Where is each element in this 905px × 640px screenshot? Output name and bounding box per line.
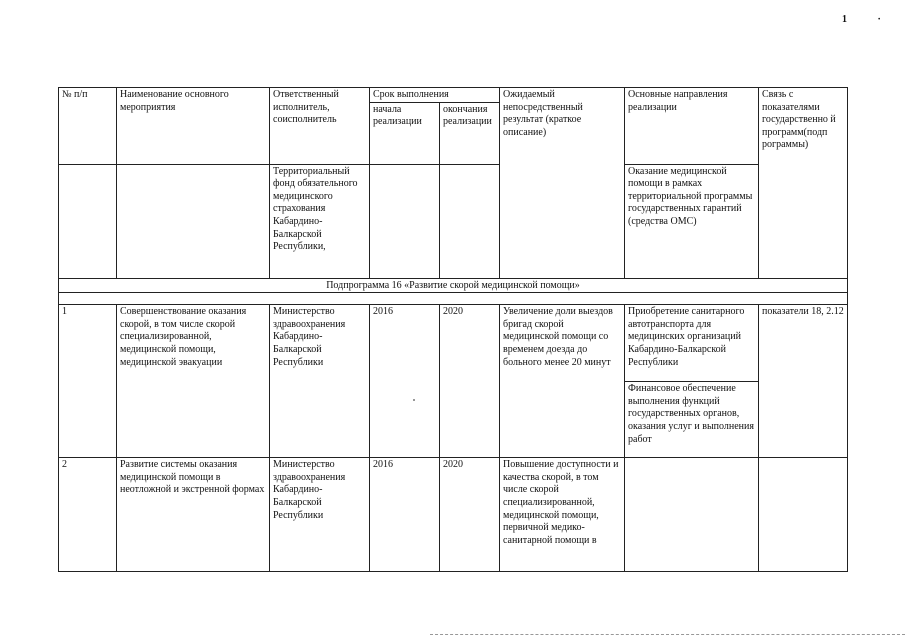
header-num: № п/п: [59, 88, 117, 165]
row-indicator-link: показатели 18, 2.12: [759, 305, 848, 458]
scan-speck: [413, 399, 415, 401]
header-start: начала реализации: [370, 102, 440, 164]
row-responsible: Министерство здравоохранения Кабардино-Балкарской Республики: [270, 458, 370, 572]
row-direction-2: Финансовое обеспечение выполнения функций государственных органов, оказания услуг и выполнения работ: [625, 382, 759, 458]
header-expected-result: Ожидаемый непосредственный результат (краткое описание): [500, 88, 625, 279]
cont-responsible: Территориальный фонд обязательного медицинского страхования Кабардино-Балкарской Республики,: [270, 164, 370, 278]
program-activities-table: [58, 87, 848, 572]
row-start-year: 2016: [370, 305, 440, 458]
header-deadline: Срок выполнения: [370, 88, 500, 103]
row-activity-name: Развитие системы оказания медицинской помощи в неотложной и экстренной формах: [117, 458, 270, 572]
cont-name: [117, 164, 270, 278]
spacer-row: [59, 293, 848, 305]
page-number: 1 ·: [842, 14, 895, 25]
row-indicator-link: [759, 458, 848, 572]
header-end: окончания реализации: [440, 102, 500, 164]
spacer-cell: [59, 293, 848, 305]
row-end-year: 2020: [440, 305, 500, 458]
row-end-year: 2020: [440, 458, 500, 572]
row-expected-result: Повышение доступности и качества скорой, в том числе скорой специализированной, медицинской помощи, первичной медико-санитарной помощи в: [500, 458, 625, 572]
header-row: [59, 88, 848, 103]
row-num: 2: [59, 458, 117, 572]
cont-direction: Оказание медицинской помощи в рамках территориальной программы государственных гарантий (средства ОМС): [625, 164, 759, 278]
table-row: [59, 458, 848, 572]
row-start-year: 2016: [370, 458, 440, 572]
continuation-row: [59, 164, 848, 278]
row-responsible: Министерство здравоохранения Кабардино-Балкарской Республики: [270, 305, 370, 458]
row-direction-1: Приобретение санитарного автотранспорта для медицинских организаций Кабардино-Балкарской Республики: [625, 305, 759, 382]
subprogram-title: Подпрограмма 16 «Развитие скорой медицинской помощи»: [59, 278, 848, 293]
header-directions: Основные направления реализации: [625, 88, 759, 165]
row-activity-name: Совершенствование оказания скорой, в том числе скорой специализированной, медицинской помощи, медицинской эвакуации: [117, 305, 270, 458]
header-responsible: Ответственный исполнитель, соисполнитель: [270, 88, 370, 165]
subprogram-row: [59, 278, 848, 293]
row-expected-result: Увеличение доли выездов бригад скорой медицинской помощи со временем доезда до больного менее 20 минут: [500, 305, 625, 458]
cont-end: [440, 164, 500, 278]
row-direction-1: [625, 458, 759, 572]
cont-start: [370, 164, 440, 278]
scan-edge-noise: [430, 634, 905, 638]
header-activity-name: Наименование основного мероприятия: [117, 88, 270, 165]
header-indicator-link: Связь с показателями государственно й программ(подп рограммы): [759, 88, 848, 279]
table-row: [59, 305, 848, 382]
row-num: 1: [59, 305, 117, 458]
cont-num: [59, 164, 117, 278]
